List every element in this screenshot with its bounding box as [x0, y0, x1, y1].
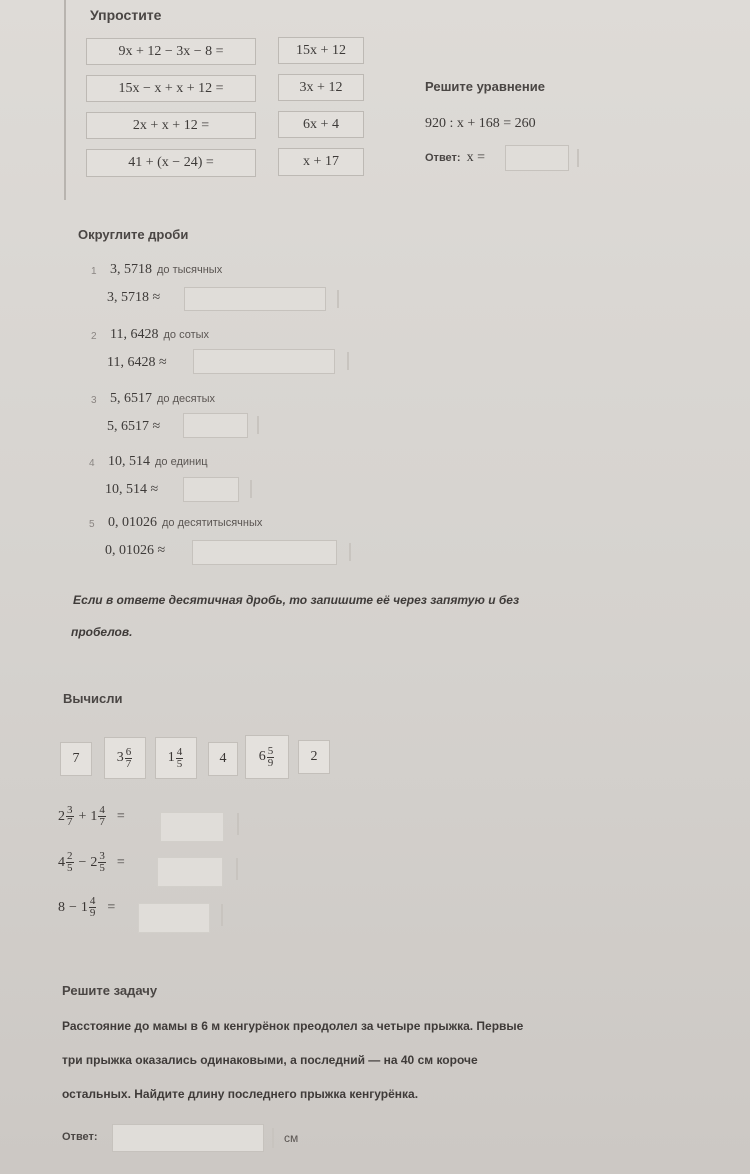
rounding-item-number: 3	[91, 395, 97, 406]
simplify-answer-chip-2[interactable]: 3x + 12	[278, 74, 364, 101]
chip-numerator: 6	[125, 745, 132, 758]
rounding-task	[110, 327, 209, 343]
chip-denominator: 7	[125, 757, 132, 770]
chip-numerator: 4	[176, 745, 183, 758]
input-edge	[272, 1128, 274, 1148]
simplify-expr-4: 41 + (x − 24) =	[86, 149, 256, 177]
rounding-expr: 10, 514 ≈	[105, 482, 159, 497]
simplify-answer-chip-4[interactable]: x + 17	[278, 148, 364, 176]
rounding-task	[110, 262, 222, 278]
operand: 1 $\frac{4}{9}$	[80, 895, 96, 919]
rounding-task	[110, 391, 215, 407]
simplify-answer-chip-3[interactable]: 6x + 4	[278, 111, 364, 138]
input-edge	[257, 416, 259, 434]
chip-value: 2	[310, 749, 318, 764]
input-edge	[237, 813, 239, 835]
problem-unit: см	[284, 1131, 299, 1145]
chip-whole: 1	[167, 750, 175, 765]
answer-chip[interactable]	[60, 742, 92, 776]
answer-chip[interactable]	[208, 742, 238, 776]
compute-row	[58, 805, 125, 828]
problem-text: Расстояние до мамы в 6 м кенгурёнок преодолел за четыре прыжка. Первые	[62, 1019, 524, 1033]
chip-denominator: 9	[267, 756, 274, 769]
rounding-item-number: 1	[91, 266, 97, 277]
equation-answer-label: Ответ:	[425, 152, 461, 164]
simplify-answer-chip-1[interactable]: 15x + 12	[278, 37, 364, 64]
rounding-input-5[interactable]	[192, 540, 337, 565]
simplify-expr-1: 9x + 12 − 3x − 8 =	[86, 38, 256, 65]
chip-denominator: 5	[176, 757, 183, 770]
operand: 2 $\frac{3}{7}$	[58, 804, 73, 828]
chip-value	[117, 747, 134, 770]
rounding-task-value: 0, 01026	[108, 515, 157, 530]
rounding-expr: 5, 6517 ≈	[107, 419, 161, 434]
equation-answer-input[interactable]	[505, 145, 569, 171]
input-edge	[236, 858, 238, 880]
equals-sign: =	[116, 808, 125, 824]
input-edge	[250, 480, 252, 498]
rounding-task-text: до десятитысячных	[162, 517, 263, 529]
rounding-task-text: до десятых	[157, 393, 216, 405]
section-divider	[64, 0, 66, 200]
compute-row	[58, 896, 115, 919]
rounding-expr: 11, 6428 ≈	[107, 355, 167, 370]
problem-text: три прыжка оказались одинаковыми, а последний — на 40 см короче	[62, 1053, 478, 1067]
rounding-task-value: 5, 6517	[110, 391, 152, 406]
input-edge	[221, 904, 223, 926]
rounding-input-2[interactable]	[193, 349, 335, 374]
problem-title: Решите задачу	[62, 983, 158, 998]
equation-answer-row	[425, 150, 485, 166]
chip-value	[168, 747, 185, 770]
drop-target[interactable]	[157, 857, 223, 887]
operator: +	[78, 808, 87, 824]
rounding-task	[108, 454, 208, 470]
operator: −	[69, 899, 77, 915]
chip-value: 7	[72, 751, 80, 766]
rounding-task-text: до единиц	[155, 456, 208, 468]
equation-expr: 920 : x + 168 = 260	[425, 116, 536, 131]
problem-text: остальных. Найдите длину последнего прыжка кенгурёнка.	[62, 1087, 419, 1101]
chip-numerator: 5	[267, 744, 274, 757]
rounding-expr: 3, 5718 ≈	[107, 290, 161, 305]
drop-target[interactable]	[138, 903, 210, 933]
equals-sign: =	[116, 854, 125, 870]
rounding-task-value: 10, 514	[108, 454, 150, 469]
rounding-item-number: 5	[89, 519, 95, 530]
rounding-task	[108, 515, 262, 531]
answer-chip[interactable]	[104, 737, 146, 779]
rounding-task-value: 11, 6428	[110, 327, 159, 342]
simplify-expr-2: 15x − x + x + 12 =	[86, 75, 256, 102]
operand: 1 $\frac{4}{7}$	[90, 804, 105, 828]
compute-title: Вычисли	[63, 691, 123, 706]
rounding-task-text: до сотых	[163, 329, 210, 341]
operand: 4 $\frac{2}{5}$	[58, 850, 73, 874]
input-edge	[349, 543, 351, 561]
equation-title: Решите уравнение	[425, 79, 545, 94]
operand: 8	[58, 899, 65, 915]
input-edge	[577, 149, 579, 167]
rounding-task-text: до тысячных	[157, 264, 223, 276]
chip-whole: 6	[258, 749, 266, 764]
chip-value	[259, 746, 276, 769]
equals-sign: =	[107, 899, 116, 915]
chip-value: 4	[219, 751, 227, 766]
rounding-note-cont: пробелов.	[71, 625, 133, 639]
rounding-item-number: 2	[91, 331, 97, 342]
compute-row	[58, 851, 125, 874]
rounding-task-value: 3, 5718	[110, 262, 152, 277]
rounding-input-3[interactable]	[183, 413, 248, 438]
simplify-title: Упростите	[90, 7, 162, 23]
chip-whole: 3	[116, 750, 124, 765]
rounding-input-4[interactable]	[183, 477, 239, 502]
rounding-expr: 0, 01026 ≈	[105, 543, 166, 558]
equation-answer-var: x =	[466, 150, 485, 165]
rounding-item-number: 4	[89, 458, 95, 469]
problem-answer-input[interactable]	[112, 1124, 264, 1152]
operand: 2 $\frac{3}{5}$	[90, 850, 105, 874]
input-edge	[347, 352, 349, 370]
answer-chip[interactable]	[298, 740, 330, 774]
rounding-input-1[interactable]	[184, 287, 326, 311]
operator: −	[78, 854, 87, 870]
answer-chip[interactable]	[155, 737, 197, 779]
drop-target[interactable]	[160, 812, 224, 842]
simplify-expr-3: 2x + x + 12 =	[86, 112, 256, 139]
problem-answer-label: Ответ:	[62, 1131, 98, 1143]
answer-chip[interactable]	[245, 735, 289, 779]
rounding-title: Округлите дроби	[78, 227, 189, 242]
input-edge	[337, 290, 339, 308]
rounding-note: Если в ответе десятичная дробь, то запишите её через запятую и без	[73, 593, 520, 607]
